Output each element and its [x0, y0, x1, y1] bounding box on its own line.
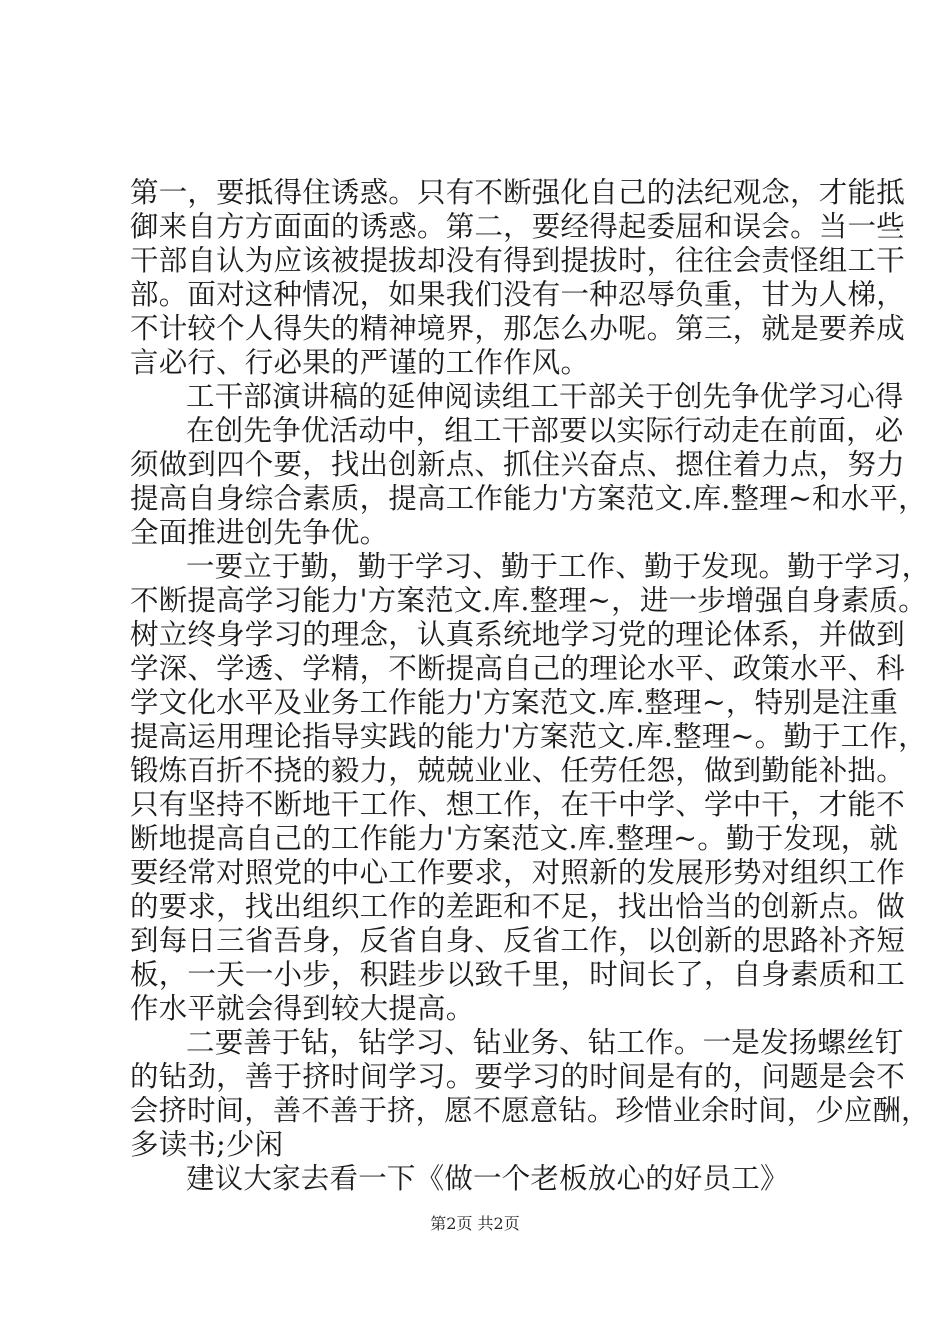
- recommendation-line: 建议大家去看一下《做一个老板放心的好员工》: [186, 1162, 789, 1195]
- text-line: 学深、学透、学精，不断提高自己的理论水平、政策水平、科: [130, 652, 905, 685]
- text-line: 锻炼百折不挠的毅力，兢兢业业、任劳任怨，做到勤能补拙。: [130, 754, 905, 787]
- text-line: 断地提高自己的工作能力'方案范文.库.整理~。勤于发现，就: [130, 822, 899, 855]
- text-line: 要经常对照党的中心工作要求，对照新的发展形势对组织工作: [130, 856, 905, 889]
- text-line: 只有坚持不断地干工作、想工作，在干中学、学中干，才能不: [130, 788, 905, 821]
- text-line: 在创先争优活动中，组工干部要以实际行动走在前面，必: [186, 414, 904, 447]
- text-line: 板，一天一小步，积跬步以致千里，时间长了，自身素质和工: [130, 958, 905, 991]
- text-line: 会挤时间，善不善于挤，愿不愿意钻。珍惜业余时间，少应酬，: [130, 1094, 930, 1127]
- text-line: 须做到四个要，找出创新点、抓住兴奋点、摁住着力点，努力: [130, 448, 905, 481]
- text-line: 不计较个人得失的精神境界，那怎么办呢。第三，就是要养成: [130, 312, 905, 345]
- page-number-footer: 第2页 共2页: [430, 1214, 520, 1233]
- text-line: 干部自认为应该被提拔却没有得到提拔时，往往会责怪组工干: [130, 244, 905, 277]
- text-line: 部。面对这种情况，如果我们没有一种忍辱负重，甘为人梯，: [130, 278, 905, 311]
- text-line: 的钻劲，善于挤时间学习。要学习的时间是有的，问题是会不: [130, 1060, 905, 1093]
- text-line: 提高自身综合素质，提高工作能力'方案范文.库.整理~和水平，: [130, 482, 927, 515]
- text-line: 不断提高学习能力'方案范文.库.整理~，进一步增强自身素质。: [130, 584, 927, 617]
- text-line: 多读书;少闲: [130, 1128, 284, 1161]
- text-line: 作水平就会得到较大提高。: [130, 992, 475, 1025]
- text-line: 二要善于钻，钻学习、钻业务、钻工作。一是发扬螺丝钉: [186, 1026, 904, 1059]
- text-line: 言必行、行必果的严谨的工作作风。: [130, 346, 590, 379]
- text-line: 提高运用理论指导实践的能力'方案范文.库.整理~。勤于工作，: [130, 720, 927, 753]
- text-line: 一要立于勤，勤于学习、勤于工作、勤于发现。勤于学习，: [186, 550, 931, 583]
- section-heading: 工干部演讲稿的延伸阅读组工干部关于创先争优学习心得: [186, 380, 904, 413]
- text-line: 御来自方方面面的诱惑。第二，要经得起委屈和误会。当一些: [130, 210, 905, 243]
- text-line: 的要求，找出组织工作的差距和不足，找出恰当的创新点。做: [130, 890, 905, 923]
- text-line: 到每日三省吾身，反省自身、反省工作，以创新的思路补齐短: [130, 924, 905, 957]
- text-line: 树立终身学习的理念，认真系统地学习党的理论体系，并做到: [130, 618, 905, 651]
- text-line: 全面推进创先争优。: [130, 516, 389, 549]
- text-line: 第一，要抵得住诱惑。只有不断强化自己的法纪观念，才能抵: [130, 176, 905, 209]
- text-line: 学文化水平及业务工作能力'方案范文.库.整理~，特别是注重: [130, 686, 899, 719]
